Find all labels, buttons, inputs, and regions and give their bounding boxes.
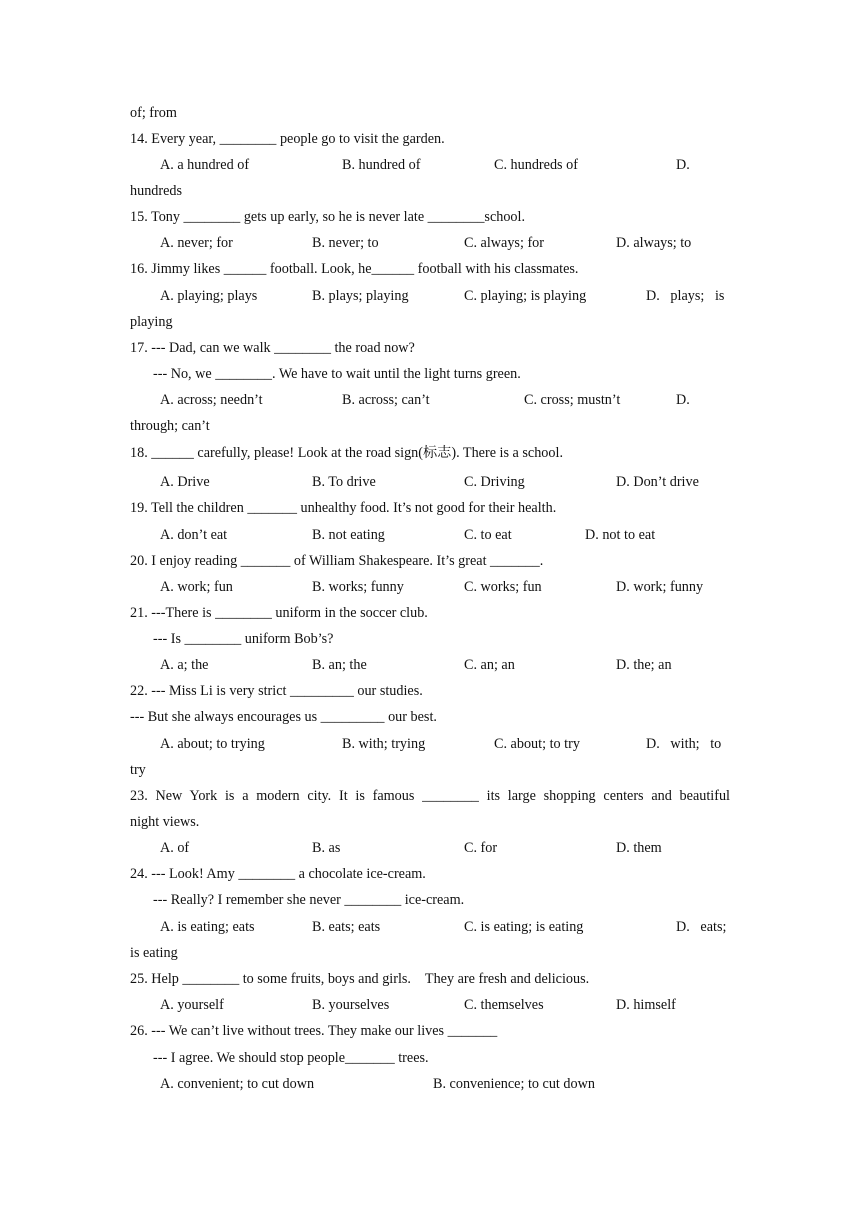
option-a: A. don’t eat [160,527,228,543]
option-c: C. for [464,840,498,856]
option-d: D. the; an [616,657,672,673]
option-d: D. work; funny [616,579,704,595]
option-a: A. yourself [160,997,224,1013]
option-d-continued: hundreds [130,183,183,199]
option-a: A. Drive [160,474,210,490]
question-24: 24. --- Look! Amy ________ a chocolate ice-cream. [130,866,426,882]
question-23: 23. New York is a modern city. It is famous ________ its large shopping centers and beautiful [130,788,730,804]
question-26-reply: --- I agree. We should stop people_______ trees. [153,1050,429,1066]
option-a: A. convenient; to cut down [160,1076,315,1092]
question-15: 15. Tony ________ gets up early, so he is never late ________school. [130,209,526,225]
option-a: A. playing; plays [160,288,258,304]
option-d: D. them [616,840,662,856]
option-c: C. playing; is playing [464,288,587,304]
option-a: A. across; needn’t [160,392,263,408]
option-c: C. hundreds of [494,157,578,173]
option-d: D. plays; is [646,288,725,304]
option-c: C. an; an [464,657,515,673]
question-23-continued: night views. [130,814,200,830]
question-25: 25. Help ________ to some fruits, boys and girls. They are fresh and delicious. [130,971,590,987]
option-a: A. work; fun [160,579,233,595]
question-22: 22. --- Miss Li is very strict _________ our studies. [130,683,423,699]
option-a: A. never; for [160,235,233,251]
option-b: B. plays; playing [312,288,409,304]
option-b: B. across; can’t [342,392,430,408]
question-14: 14. Every year, ________ people go to visit the garden. [130,131,445,147]
option-c: C. cross; mustn’t [524,392,621,408]
text-line: of; from [130,105,177,121]
option-d: D. eats; [676,919,727,935]
option-c: C. about; to try [494,736,580,752]
question-19: 19. Tell the children _______ unhealthy food. It’s not good for their health. [130,500,557,516]
option-b: B. with; trying [342,736,426,752]
option-d: D. with; to [646,736,722,752]
question-16: 16. Jimmy likes ______ football. Look, he______ football with his classmates. [130,261,579,277]
option-c: C. is eating; is eating [464,919,584,935]
option-d: D. [676,392,690,408]
option-d: D. always; to [616,235,692,251]
option-d-continued: is eating [130,945,178,961]
option-d: D. Don’t drive [616,474,699,490]
option-c: C. always; for [464,235,544,251]
option-d: D. himself [616,997,676,1013]
option-a: A. of [160,840,190,856]
option-a: A. a hundred of [160,157,250,173]
question-24-reply: --- Really? I remember she never ________ ice-cream. [153,892,465,908]
question-21: 21. ---There is ________ uniform in the soccer club. [130,605,428,621]
question-26: 26. --- We can’t live without trees. They make our lives _______ [130,1023,498,1039]
question-20: 20. I enjoy reading _______ of William Shakespeare. It’s great _______. [130,553,544,569]
option-a: A. a; the [160,657,209,673]
question-21-reply: --- Is ________ uniform Bob’s? [153,631,334,647]
option-b: B. To drive [312,474,376,490]
question-18: 18. ______ carefully, please! Look at the road sign(标志). There is a school. [130,445,563,461]
option-c: C. to eat [464,527,512,543]
option-d: D. [676,157,690,173]
option-d-continued: playing [130,314,173,330]
option-b: B. an; the [312,657,367,673]
option-b: B. hundred of [342,157,421,173]
option-c: C. themselves [464,997,544,1013]
option-b: B. yourselves [312,997,390,1013]
option-b: B. convenience; to cut down [433,1076,595,1092]
option-d-continued: through; can’t [130,418,210,434]
option-c: C. Driving [464,474,525,490]
option-d-continued: try [130,762,146,778]
option-b: B. works; funny [312,579,404,595]
option-b: B. never; to [312,235,379,251]
question-17: 17. --- Dad, can we walk ________ the road now? [130,340,415,356]
option-b: B. eats; eats [312,919,381,935]
question-17-reply: --- No, we ________. We have to wait until the light turns green. [153,366,521,382]
option-b: B. not eating [312,527,385,543]
option-a: A. about; to trying [160,736,265,752]
option-c: C. works; fun [464,579,542,595]
option-b: B. as [312,840,341,856]
option-a: A. is eating; eats [160,919,255,935]
question-22-reply: --- But she always encourages us _________ our best. [130,709,437,725]
option-d: D. not to eat [585,527,656,543]
